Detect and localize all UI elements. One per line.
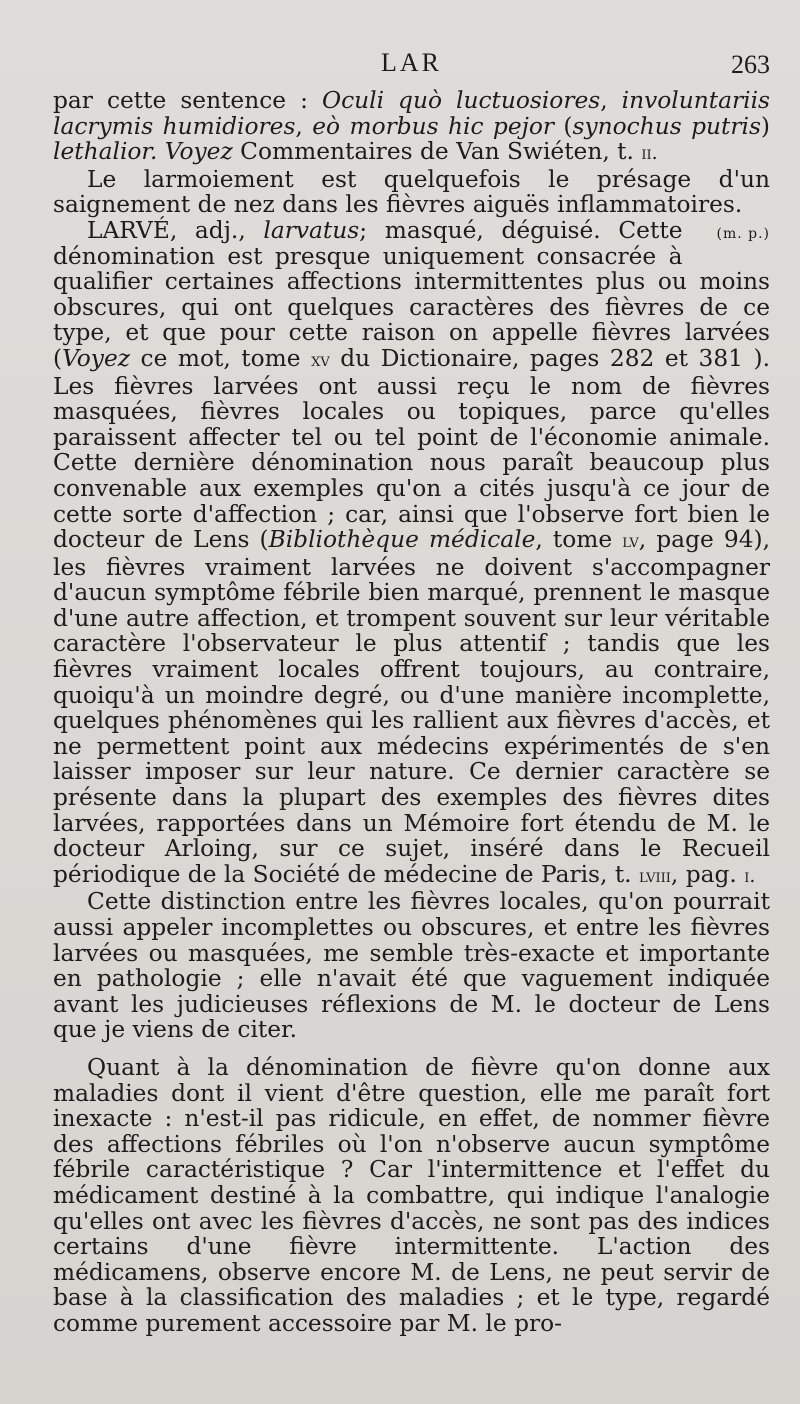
author-signature: (m. p.) [716,225,770,242]
paragraph-continued-quote: par cette sentence : Oculi quò luctuosiores, involuntariis lacrymis humidiores, eò morbus hic pejor (synochus putris) lethalior. Voyez Commentaires de Van Swiéten, t. ii. [53,87,771,166]
body-text [53,88,770,1337]
entry-larve: LARVÉ, adj., larvatus; masqué, déguisé. Cette dénomination est presque uniquement consacrée à qualifier certaines affections intermittentes plus ou moins obscures, qui ont quelques caractères des fièvres de ce type, et que pour cette raison on appelle fièvres larvées (Voyez ce mot, tome xv du Dictionaire, pages 282 et 381 ). Les fièvres larvées ont aussi reçu le nom de fièvres masquées, fièvres locales ou topiques, parce qu'elles paraissent affecter tel ou tel point de l'économie animale. Cette dernière dénomination nous paraît beaucoup plus convenable aux exemples qu'on a cités jusqu'à ce jour de cette sorte d'affection ; car, ainsi que l'observe fort bien le docteur de Lens (Bibliothèque médicale, tome lv, page 94), les fièvres vraiment larvées ne doivent s'accompagner d'aucun symptôme fébrile bien marqué, prennent le masque d'une autre affection, et trompent souvent sur leur véritable caractère l'observateur le plus attentif ; tandis que les fièvres vraiment locales offrent toujours, au contraire, quoiqu'à un moindre degré, ou d'une manière incomplette, quelques phénomènes qui les rallient aux fièvres d'accès, et ne permettent point aux médecins expérimentés de s'en laisser imposer sur leur nature. Ce dernier caractère se présente dans la plupart des exemples des fièvres dites larvées, rapportées dans un Mémoire fort étendu de M. le docteur Arloing, sur ce sujet, inséré dans le Recueil périodique de la Société de médecine de Paris, t. lviii, pag. i. [53,216,771,888]
page-number: 263 [731,50,770,79]
paragraph-larmoiement: Le larmoiement est quelquefois le présage d'un saignement de nez dans les fièvres aiguës inflammatoires. (m. p.) [53,167,770,218]
entry-headword: LARVÉ [87,216,170,244]
running-title: LAR [381,48,442,77]
running-head [53,46,770,88]
paragraph-distinction: Cette distinction entre les fièvres locales, qu'on pourrait aussi appeler incomplettes ou obscures, et entre les fièvres larvées ou masquées, me semble très-exacte et importante en pathologie ; elle n'avait été que vaguement indiquée avant les judicieuses réflexions de M. le docteur de Lens que je viens de citer. [53,888,770,1044]
paragraph-denomination: Quant à la dénomination de fièvre qu'on donne aux maladies dont il vient d'être question, elle me paraît fort inexacte : n'est-il pas ridicule, en effet, de nommer fièvre des affections fébriles où l'on n'observe aucun symptôme fébrile caractéristique ? Car l'intermittence et l'effet du médicament destiné à la combattre, qui indique l'analogie qu'elles ont avec les fièvres d'accès, ne sont pas des indices certains d'une fièvre intermittente. L'action des médicamens, observe encore M. de Lens, ne peut servir de base à la classification des maladies ; et le type, regardé comme purement accessoire par M. le pro- [53,1053,770,1337]
